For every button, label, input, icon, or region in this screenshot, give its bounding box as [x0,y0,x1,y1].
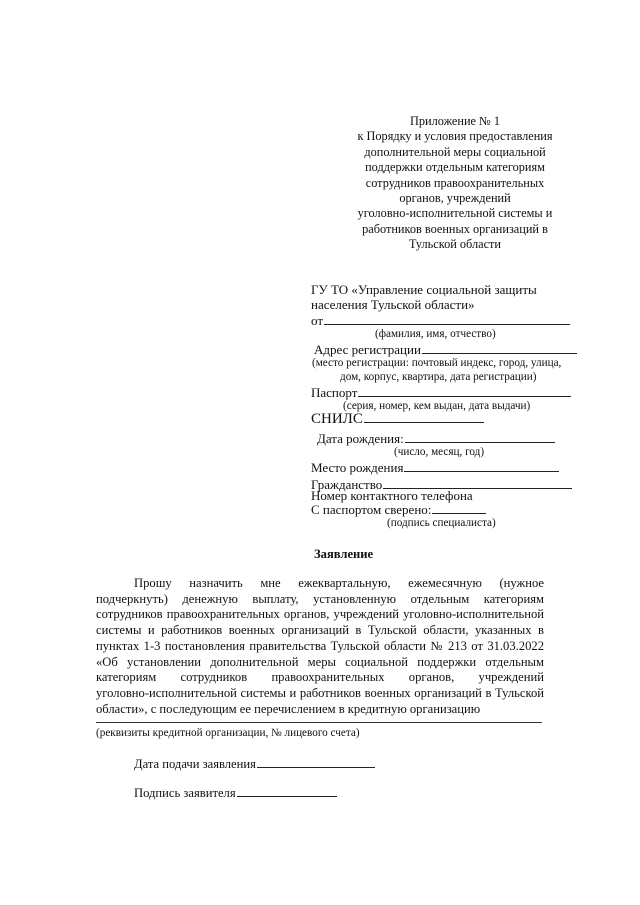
statement-line: уголовно-исполнительной системы и работников военных организаций в Тульской [96,685,544,700]
annex-line: поддержки отдельным категориям [365,160,545,175]
statement-line: подчеркнуть) денежную выплату, установленную отдельным категориям [96,591,544,606]
application-date-input-line[interactable] [257,766,375,768]
address-hint-2: дом, корпус, квартира, дата регистрации) [340,371,537,383]
passport-input-line[interactable] [358,395,571,397]
statement-line: «Об установлении дополнительной меры социальной поддержки отдельным [96,654,544,669]
statement-line: пунктах 1-3 постановления правительства Тульской области № 213 от 31.03.2022 [96,638,544,653]
annex-line: органов, учреждений [399,191,511,206]
statement-line: области», с последующим ее перечислением в кредитную организацию [96,701,481,716]
annex-line: уголовно-исполнительной системы и [357,206,553,221]
org-line-1: ГУ ТО «Управление социальной защиты [311,282,537,297]
birthdate-input-line[interactable] [405,441,555,443]
annex-line: сотрудников правоохранительных [365,175,545,190]
org-line-2: населения Тульской области» [311,297,475,312]
snils-input-line[interactable] [364,421,484,423]
passport-field[interactable] [311,385,571,401]
annex-line: к Порядку и условия предоставления [357,129,553,144]
address-hint-1: (место регистрации: почтовый индекс, город, улица, [312,357,562,369]
from-field[interactable] [311,313,570,329]
address-label: Адрес регистрации [314,342,421,357]
birthdate-field[interactable] [317,431,555,447]
annex-line: работников военных организаций в [362,221,548,236]
application-date-label: Дата подачи заявления [134,757,256,771]
verified-hint: (подпись специалиста) [387,517,496,529]
citizenship-label: Гражданство [311,477,383,492]
statement-line: Прошу назначить мне ежеквартальную, ежемесячную (нужное [134,576,544,590]
statement-title: Заявление [314,547,374,561]
annex-header [330,114,580,253]
annex-line: Тульской области [409,237,501,252]
birthplace-field[interactable] [311,460,559,476]
annex-line: Приложение № 1 [409,114,501,128]
statement-line: системы и работников военных организаций в Тульской области, указанных в [96,623,544,638]
bank-details-hint: (реквизиты кредитной организации, № лицевого счета) [96,727,360,739]
birthplace-input-line[interactable] [404,470,559,472]
birthplace-label: Место рождения [311,460,404,475]
snils-field[interactable] [311,411,484,428]
verified-field[interactable] [311,502,486,518]
passport-hint: (серия, номер, кем выдан, дата выдачи) [343,400,531,412]
applicant-signature-field[interactable] [134,786,337,801]
statement-line: категориям сотрудников правоохранительных органов, учреждений [96,670,544,685]
verified-input-line[interactable] [432,512,486,514]
from-label: от [311,313,324,328]
applicant-signature-label: Подпись заявителя [134,786,236,800]
from-hint: (фамилия, имя, отчество) [375,328,496,340]
passport-label: Паспорт [311,385,358,400]
birthdate-hint: (число, месяц, год) [394,446,485,458]
statement-body [96,576,544,717]
annex-line: дополнительной меры социальной [364,144,546,159]
address-input-line[interactable] [422,352,577,354]
statement-line: сотрудников правоохранительных органов, учреждений уголовно-исполнительной [96,607,544,622]
snils-label: СНИЛС [311,411,363,427]
application-date-field[interactable] [134,757,375,772]
address-field[interactable] [314,342,577,358]
birthdate-label: Дата рождения: [317,431,404,446]
verified-label: С паспортом сверено: [311,502,432,517]
phone-label: Номер контактного телефона [311,488,473,503]
from-input-line[interactable] [324,323,570,325]
applicant-signature-input-line[interactable] [237,795,337,797]
bank-details-input-line[interactable] [96,722,542,723]
